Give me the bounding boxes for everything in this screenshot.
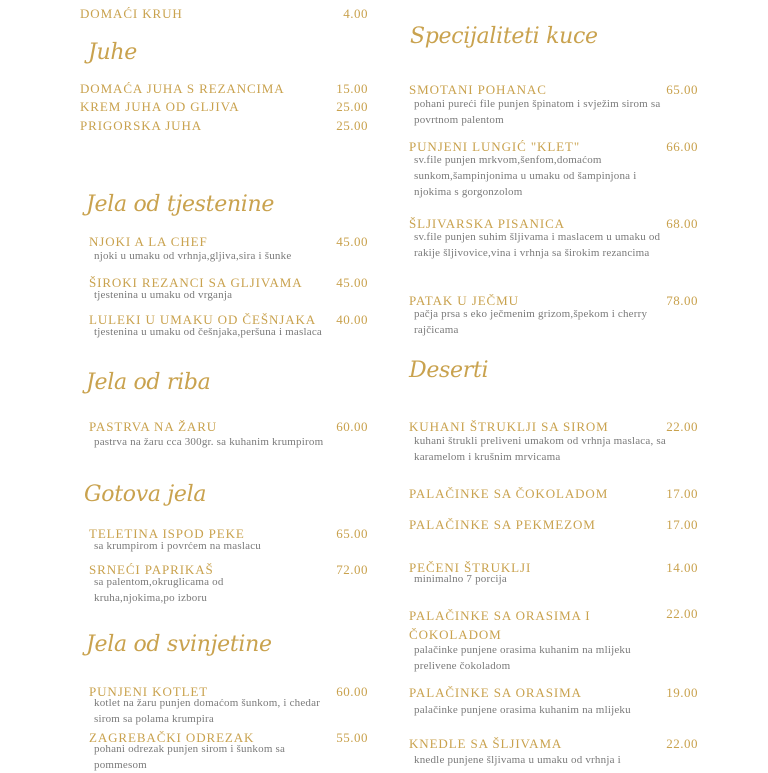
menu-item-name: PALAČINKE SA PEKMEZOM — [409, 517, 596, 532]
menu-item-description: tjestenina u umaku od vrganja — [94, 289, 233, 301]
menu-item-price: 78.00 — [666, 293, 698, 308]
menu-item-price: 17.00 — [666, 517, 698, 532]
menu-item-description: palačinke punjene orasima kuhanim na mlijeku — [414, 704, 631, 716]
menu-item-name: PUNJENI LUNGIĆ "KLET" — [409, 139, 581, 154]
menu-item-description: kuhani štrukli preliveni umakom od vrhnja maslaca, sa karamelom i krušnim mrvicama — [414, 435, 666, 463]
menu-item-description: minimalno 7 porcija — [414, 573, 508, 585]
section-heading-svinjetina: Jela od svinjetine — [86, 632, 272, 657]
menu-item-price: 40.00 — [336, 312, 368, 327]
menu-item-price: 55.00 — [336, 730, 368, 745]
section-heading-juhe: Juhe — [88, 40, 137, 65]
menu-item-name: KNEDLE SA ŠLJIVAMA — [409, 736, 563, 751]
menu-item-price: 15.00 — [336, 81, 368, 96]
menu-item-name: PASTRVA NA ŽARU — [89, 419, 218, 434]
menu-item-description: pohani pureći file punjen špinatom i svježim sirom sa povrtnom palentom — [414, 98, 661, 126]
menu-item-name: ŠLJIVARSKA PISANICA — [409, 216, 565, 231]
kruh-name: DOMAĆI KRUH — [80, 6, 183, 21]
menu-item-name: NJOKI A LA CHEF — [89, 234, 208, 249]
menu-item-description: sv.file punjen suhim šljivama i maslacem u umaku od rakije šljivovice,vina i vrhnja sa širokim rezancima — [414, 231, 661, 259]
menu-item-price: 72.00 — [336, 562, 368, 577]
section-heading-deserti: Deserti — [409, 358, 489, 383]
menu-item-name: PALAČINKE SA ORASIMA — [409, 685, 582, 700]
menu-item-description: kotlet na žaru punjen domaćom šunkom, i chedar sirom sa polama krumpira — [94, 697, 321, 725]
menu-item-description: sa krumpirom i povrćem na maslacu — [94, 540, 261, 552]
menu-item-price: 65.00 — [666, 82, 698, 97]
menu-item-price: 25.00 — [336, 99, 368, 114]
menu-item-name: PEČENI ŠTRUKLJI — [409, 560, 532, 575]
menu-item-price: 25.00 — [336, 118, 368, 133]
menu-item-name: PUNJENI KOTLET — [89, 684, 209, 699]
menu-item-price: 22.00 — [666, 736, 698, 751]
menu-item-name: PALAČINKE SA ORASIMA I ČOKOLADOM — [409, 608, 591, 642]
menu-item-description: pačja prsa s eko ječmenim grizom,špekom i cherry rajčicama — [414, 308, 648, 336]
menu-item-name: PATAK U JEČMU — [409, 293, 519, 308]
menu-item-name: SRNEĆI PAPRIKAŠ — [89, 562, 214, 577]
menu-item-price: 68.00 — [666, 216, 698, 231]
menu-item-name: TELETINA ISPOD PEKE — [89, 526, 245, 541]
menu-item-description: palačinke punjene orasima kuhanim na mlijeku prelivene čokoladom — [414, 644, 631, 672]
menu-item-name: ŠIROKI REZANCI SA GLJIVAMA — [89, 275, 303, 290]
menu-item-description: sv.file punjen mrkvom,šenfom,domaćom sunkom,šampinjonima u umaku od šampinjona i njokima s gorgonzolom — [414, 154, 637, 198]
menu-item-description: tjestenina u umaku od češnjaka,peršuna i maslaca — [94, 326, 322, 338]
menu-item-name: PALAČINKE SA ČOKOLADOM — [409, 486, 609, 501]
menu-item-price: 45.00 — [336, 275, 368, 290]
menu-item-price: 60.00 — [336, 684, 368, 699]
section-heading-gotova: Gotova jela — [84, 482, 207, 507]
menu-item-price: 66.00 — [666, 139, 698, 154]
menu-item-name: PRIGORSKA JUHA — [80, 118, 203, 133]
menu-item-price: 17.00 — [666, 486, 698, 501]
menu-item-price: 22.00 — [666, 606, 698, 621]
menu-item-description: njoki u umaku od vrhnja,gljiva,sira i šunke — [94, 250, 292, 262]
section-heading-specijaliteti: Specijaliteti kuce — [410, 24, 598, 49]
menu-item-name: DOMAĆA JUHA S REZANCIMA — [80, 81, 285, 96]
menu-item-description: sa palentom,okruglicama od kruha,njokima,po izboru — [94, 576, 224, 604]
menu-item-price: 14.00 — [666, 560, 698, 575]
menu-item-name: KREM JUHA OD GLJIVA — [80, 99, 240, 114]
menu-item-name: ZAGREBAČKI ODREZAK — [89, 730, 255, 745]
menu-item-description: pohani odrezak punjen sirom i šunkom sa pommesom — [94, 743, 286, 771]
menu-item-name: KUHANI ŠTRUKLJI SA SIROM — [409, 419, 609, 434]
kruh-price: 4.00 — [343, 6, 368, 21]
menu-item-name: LULEKI U UMAKU OD ČEŠNJAKA — [89, 312, 317, 327]
menu-item-price: 65.00 — [336, 526, 368, 541]
section-heading-tjestenina: Jela od tjestenine — [86, 192, 275, 217]
menu-item-price: 45.00 — [336, 234, 368, 249]
menu-item-description: knedle punjene šljivama u umaku od vrhnja i — [414, 754, 621, 766]
menu-item-price: 22.00 — [666, 419, 698, 434]
menu-item-price: 19.00 — [666, 685, 698, 700]
section-heading-ribe: Jela od riba — [86, 370, 211, 395]
menu-item-name: SMOTANI POHANAC — [409, 82, 547, 97]
menu-item-description: pastrva na žaru cca 300gr. sa kuhanim krumpirom — [94, 436, 324, 448]
menu-item-price: 60.00 — [336, 419, 368, 434]
